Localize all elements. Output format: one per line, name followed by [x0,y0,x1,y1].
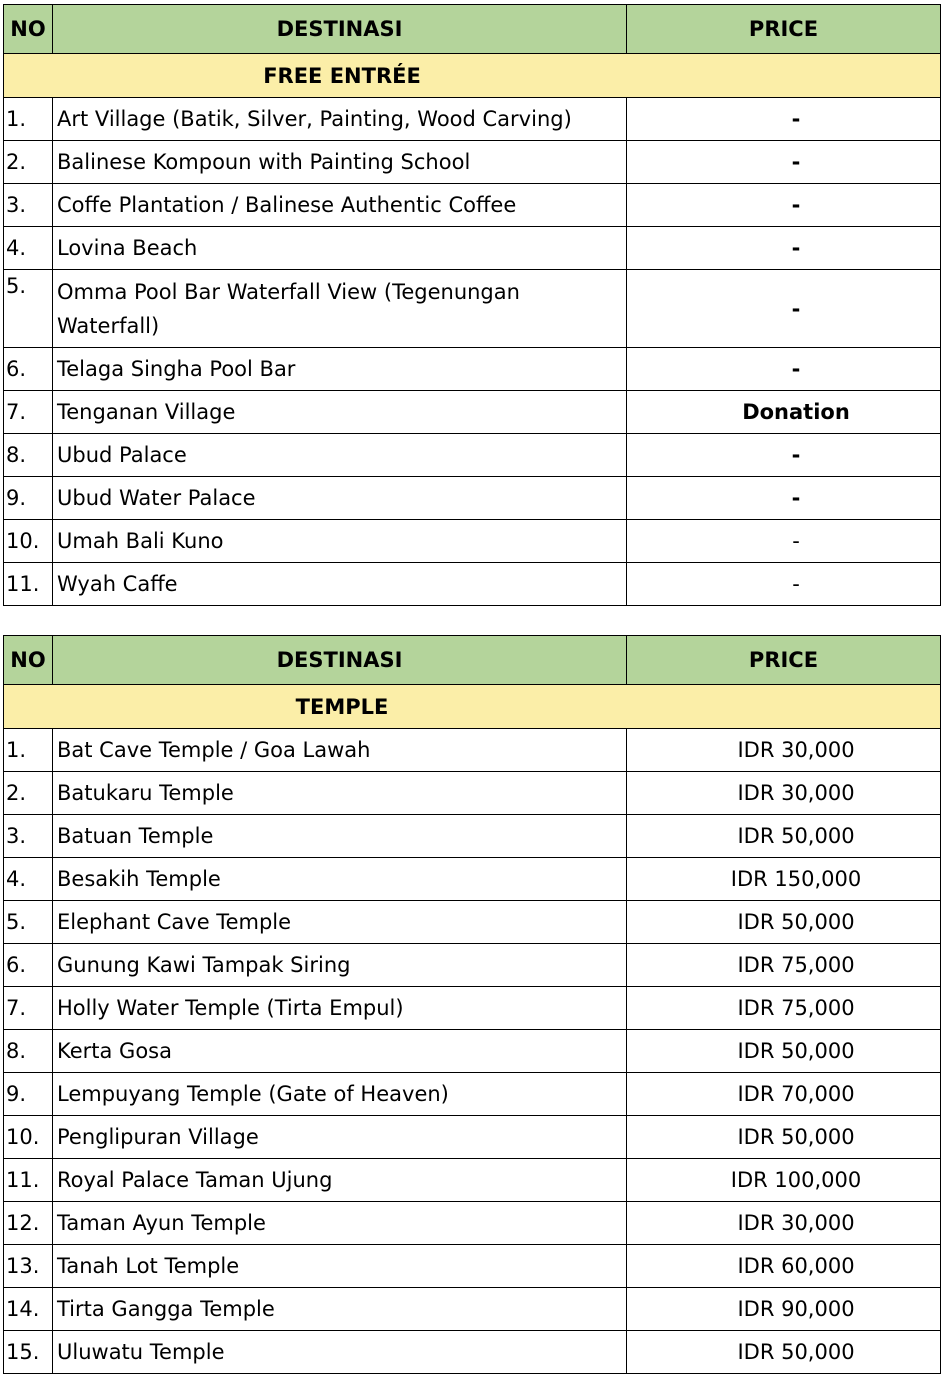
table-row [4,729,941,772]
row-destination: Penglipuran Village [53,1116,627,1159]
row-price [627,1288,941,1331]
free-entree-table [3,4,941,606]
header-price: PRICE [627,636,941,685]
price-value: IDR 70,000 [737,1082,855,1106]
row-price [627,772,941,815]
row-number: 7. [4,987,53,1030]
row-destination: Tanah Lot Temple [53,1245,627,1288]
row-number: 10. [4,1116,53,1159]
price-value: - [791,443,801,467]
table-row [4,1159,941,1202]
price-value: - [791,107,801,131]
row-number: 11. [4,563,53,606]
row-price [627,1202,941,1245]
row-destination: Holly Water Temple (Tirta Empul) [53,987,627,1030]
table-header-row [4,5,941,54]
row-price [627,184,941,227]
row-price [627,270,941,348]
header-no: NO [4,636,53,685]
row-price [627,1159,941,1202]
row-destination: Coffe Plantation / Balinese Authentic Coffee [53,184,627,227]
price-value: - [791,296,801,321]
row-destination: Bat Cave Temple / Goa Lawah [53,729,627,772]
price-value: Donation [742,400,850,424]
row-destination: Taman Ayun Temple [53,1202,627,1245]
row-number: 15. [4,1331,53,1374]
section-cell [4,685,941,729]
row-price [627,901,941,944]
row-destination: Royal Palace Taman Ujung [53,1159,627,1202]
table-row [4,391,941,434]
row-number: 14. [4,1288,53,1331]
row-price [627,141,941,184]
row-number: 1. [4,729,53,772]
price-value: - [792,572,800,596]
row-destination: Kerta Gosa [53,1030,627,1073]
row-price [627,563,941,606]
price-value: - [791,193,801,217]
row-price [627,987,941,1030]
row-price [627,815,941,858]
table-row [4,184,941,227]
price-value: IDR 75,000 [737,953,855,977]
row-price [627,98,941,141]
row-number: 9. [4,1073,53,1116]
row-destination: Tirta Gangga Temple [53,1288,627,1331]
row-number: 12. [4,1202,53,1245]
table-row [4,563,941,606]
price-value: IDR 150,000 [730,867,862,891]
row-destination: Art Village (Batik, Silver, Painting, Wood Carving) [53,98,627,141]
row-price [627,520,941,563]
row-price [627,477,941,520]
row-destination: Gunung Kawi Tampak Siring [53,944,627,987]
price-value: IDR 30,000 [737,781,855,805]
row-number: 5. [4,270,53,348]
table-row [4,1202,941,1245]
price-value: - [791,236,801,260]
row-number: 13. [4,1245,53,1288]
table-row [4,227,941,270]
row-destination: Omma Pool Bar Waterfall View (Tegenungan Waterfall) [53,270,627,348]
table-row [4,98,941,141]
row-destination: Tenganan Village [53,391,627,434]
section-title: TEMPLE [295,694,389,719]
row-destination: Wyah Caffe [53,563,627,606]
row-price [627,1073,941,1116]
price-value: IDR 50,000 [737,1039,855,1063]
row-number: 4. [4,227,53,270]
row-destination: Batuan Temple [53,815,627,858]
price-value: IDR 50,000 [737,824,855,848]
price-value: IDR 100,000 [730,1168,862,1192]
header-price: PRICE [627,5,941,54]
row-destination: Uluwatu Temple [53,1331,627,1374]
row-number: 7. [4,391,53,434]
header-destinasi: DESTINASI [53,636,627,685]
table-row [4,270,941,348]
price-value: IDR 75,000 [737,996,855,1020]
row-destination: Lempuyang Temple (Gate of Heaven) [53,1073,627,1116]
row-price [627,227,941,270]
row-price [627,1331,941,1374]
table-row [4,1245,941,1288]
row-number: 4. [4,858,53,901]
section-title: FREE ENTRÉE [263,63,421,88]
row-price [627,858,941,901]
section-row-free-entree [4,54,941,98]
row-price [627,1116,941,1159]
row-number: 5. [4,901,53,944]
row-number: 6. [4,944,53,987]
price-value: IDR 50,000 [737,910,855,934]
row-number: 2. [4,772,53,815]
row-price [627,944,941,987]
row-price [627,1245,941,1288]
price-value: - [791,486,801,510]
temple-table [3,635,941,1374]
price-value: - [792,529,800,553]
row-number: 8. [4,434,53,477]
price-value: - [791,150,801,174]
price-value: IDR 30,000 [737,738,855,762]
table-row [4,1331,941,1374]
row-price [627,1030,941,1073]
row-number: 6. [4,348,53,391]
table-row [4,944,941,987]
table-row [4,1073,941,1116]
table-row [4,858,941,901]
table-row [4,772,941,815]
section-cell [4,54,941,98]
price-value: - [791,357,801,381]
row-destination: Telaga Singha Pool Bar [53,348,627,391]
table-row [4,815,941,858]
row-number: 2. [4,141,53,184]
section-row-temple [4,685,941,729]
row-destination: Balinese Kompoun with Painting School [53,141,627,184]
row-destination: Batukaru Temple [53,772,627,815]
table-row [4,1030,941,1073]
row-number: 11. [4,1159,53,1202]
row-number: 3. [4,815,53,858]
price-value: IDR 50,000 [737,1340,855,1364]
row-price [627,348,941,391]
row-destination: Besakih Temple [53,858,627,901]
row-destination: Lovina Beach [53,227,627,270]
table-row [4,1116,941,1159]
row-number: 10. [4,520,53,563]
header-destinasi: DESTINASI [53,5,627,54]
price-value: IDR 60,000 [737,1254,855,1278]
table-row [4,141,941,184]
table-row [4,901,941,944]
price-value: IDR 30,000 [737,1211,855,1235]
row-destination: Ubud Palace [53,434,627,477]
row-price [627,434,941,477]
row-number: 9. [4,477,53,520]
table-row [4,1288,941,1331]
table-row [4,520,941,563]
table-row [4,348,941,391]
price-value: IDR 90,000 [737,1297,855,1321]
row-destination: Elephant Cave Temple [53,901,627,944]
row-number: 3. [4,184,53,227]
table-header-row [4,636,941,685]
row-price [627,729,941,772]
table-row [4,987,941,1030]
header-no: NO [4,5,53,54]
row-destination: Ubud Water Palace [53,477,627,520]
row-number: 1. [4,98,53,141]
table-row [4,477,941,520]
row-price [627,391,941,434]
row-number: 8. [4,1030,53,1073]
table-row [4,434,941,477]
price-value: IDR 50,000 [737,1125,855,1149]
row-destination: Umah Bali Kuno [53,520,627,563]
